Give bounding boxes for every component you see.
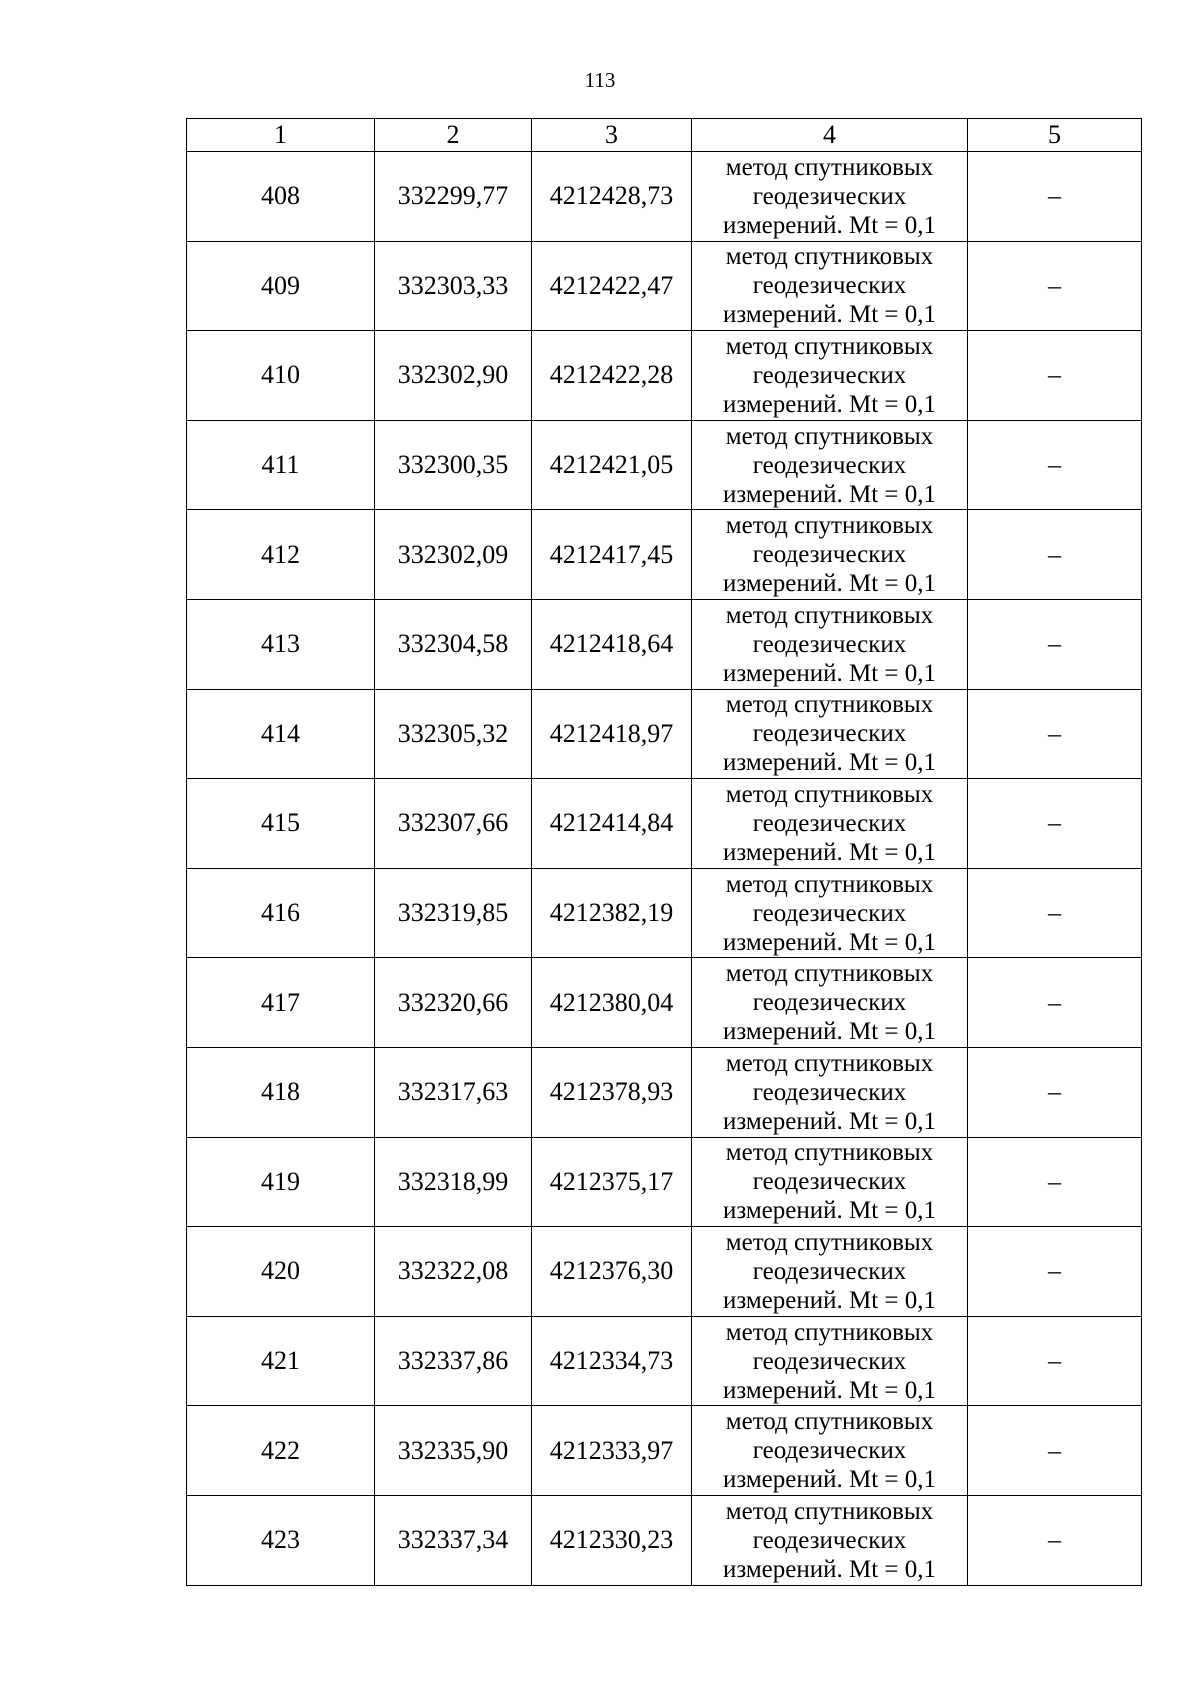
- method-line: метод спутниковых: [725, 960, 934, 988]
- method-line: измерений. Mt = 0,1: [722, 1466, 937, 1494]
- point-number-cell: 420: [187, 1227, 375, 1317]
- method-line: измерений. Mt = 0,1: [722, 749, 937, 777]
- method-cell: [692, 1137, 968, 1227]
- method-cell: [692, 152, 968, 242]
- method-line: метод спутниковых: [725, 153, 934, 181]
- method-line: метод спутниковых: [725, 422, 934, 450]
- method-line: измерений. Mt = 0,1: [722, 1286, 937, 1314]
- table-row: [187, 1316, 1142, 1406]
- x-coordinate-cell: 332302,09: [375, 510, 532, 600]
- x-coordinate-cell: 332307,66: [375, 779, 532, 869]
- table-row: [187, 152, 1142, 242]
- note-cell: –: [968, 1047, 1142, 1137]
- method-line: геодезических: [752, 1347, 907, 1375]
- y-coordinate-cell: 4212417,45: [532, 510, 692, 600]
- method-line: измерений. Mt = 0,1: [722, 1197, 937, 1225]
- table-body: [187, 152, 1142, 1586]
- method-line: метод спутниковых: [725, 243, 934, 271]
- point-number-cell: 422: [187, 1406, 375, 1496]
- method-line: геодезических: [752, 272, 907, 300]
- method-line: геодезических: [752, 1526, 907, 1554]
- y-coordinate-cell: 4212422,47: [532, 241, 692, 331]
- page-number: 113: [584, 68, 616, 92]
- method-line: измерений. Mt = 0,1: [722, 1376, 937, 1404]
- method-line: измерений. Mt = 0,1: [722, 1107, 937, 1135]
- method-cell: [692, 1227, 968, 1317]
- note-cell: –: [968, 1316, 1142, 1406]
- method-line: измерений. Mt = 0,1: [722, 928, 937, 956]
- point-number-cell: 414: [187, 689, 375, 779]
- table-row: [187, 958, 1142, 1048]
- table-row: [187, 510, 1142, 600]
- x-coordinate-cell: 332337,34: [375, 1495, 532, 1585]
- x-coordinate-cell: 332305,32: [375, 689, 532, 779]
- x-coordinate-cell: 332300,35: [375, 420, 532, 510]
- method-line: геодезических: [752, 361, 907, 389]
- method-line: измерений. Mt = 0,1: [722, 838, 937, 866]
- header-cell-5: 5: [968, 119, 1142, 152]
- y-coordinate-cell: 4212421,05: [532, 420, 692, 510]
- point-number-cell: 413: [187, 599, 375, 689]
- y-coordinate-cell: 4212428,73: [532, 152, 692, 242]
- method-line: метод спутниковых: [725, 601, 934, 629]
- header-row: [187, 119, 1142, 152]
- point-number-cell: 411: [187, 420, 375, 510]
- method-cell: [692, 779, 968, 869]
- method-line: измерений. Mt = 0,1: [722, 301, 937, 329]
- method-line: метод спутниковых: [725, 870, 934, 898]
- table-row: [187, 599, 1142, 689]
- point-number-cell: 410: [187, 331, 375, 421]
- method-line: геодезических: [752, 1078, 907, 1106]
- x-coordinate-cell: 332317,63: [375, 1047, 532, 1137]
- x-coordinate-cell: 332337,86: [375, 1316, 532, 1406]
- method-cell: [692, 689, 968, 779]
- x-coordinate-cell: 332320,66: [375, 958, 532, 1048]
- table-row: [187, 1406, 1142, 1496]
- y-coordinate-cell: 4212330,23: [532, 1495, 692, 1585]
- x-coordinate-cell: 332299,77: [375, 152, 532, 242]
- x-coordinate-cell: 332322,08: [375, 1227, 532, 1317]
- method-line: измерений. Mt = 0,1: [722, 1018, 937, 1046]
- note-cell: –: [968, 868, 1142, 958]
- x-coordinate-cell: 332303,33: [375, 241, 532, 331]
- method-line: метод спутниковых: [725, 1228, 934, 1256]
- table-row: [187, 689, 1142, 779]
- method-line: метод спутниковых: [725, 512, 934, 540]
- note-cell: –: [968, 1406, 1142, 1496]
- point-number-cell: 423: [187, 1495, 375, 1585]
- y-coordinate-cell: 4212334,73: [532, 1316, 692, 1406]
- method-line: метод спутниковых: [725, 1408, 934, 1436]
- method-cell: [692, 420, 968, 510]
- method-cell: [692, 331, 968, 421]
- y-coordinate-cell: 4212422,28: [532, 331, 692, 421]
- x-coordinate-cell: 332319,85: [375, 868, 532, 958]
- method-line: метод спутниковых: [725, 1139, 934, 1167]
- x-coordinate-cell: 332304,58: [375, 599, 532, 689]
- method-cell: [692, 1406, 968, 1496]
- y-coordinate-cell: 4212333,97: [532, 1406, 692, 1496]
- method-cell: [692, 958, 968, 1048]
- coordinates-table: [186, 118, 1142, 1586]
- y-coordinate-cell: 4212418,64: [532, 599, 692, 689]
- y-coordinate-cell: 4212414,84: [532, 779, 692, 869]
- point-number-cell: 418: [187, 1047, 375, 1137]
- header-cell-3: 3: [532, 119, 692, 152]
- note-cell: –: [968, 152, 1142, 242]
- table-row: [187, 779, 1142, 869]
- y-coordinate-cell: 4212380,04: [532, 958, 692, 1048]
- note-cell: –: [968, 1495, 1142, 1585]
- method-line: измерений. Mt = 0,1: [722, 211, 937, 239]
- method-line: метод спутниковых: [725, 1049, 934, 1077]
- point-number-cell: 419: [187, 1137, 375, 1227]
- table-row: [187, 1047, 1142, 1137]
- x-coordinate-cell: 332302,90: [375, 331, 532, 421]
- method-cell: [692, 241, 968, 331]
- method-line: геодезических: [752, 899, 907, 927]
- point-number-cell: 408: [187, 152, 375, 242]
- point-number-cell: 417: [187, 958, 375, 1048]
- note-cell: –: [968, 1227, 1142, 1317]
- table-row: [187, 868, 1142, 958]
- method-line: геодезических: [752, 1257, 907, 1285]
- note-cell: –: [968, 331, 1142, 421]
- method-line: геодезических: [752, 182, 907, 210]
- method-line: геодезических: [752, 1437, 907, 1465]
- table-row: [187, 331, 1142, 421]
- note-cell: –: [968, 689, 1142, 779]
- table-header: [187, 119, 1142, 152]
- header-cell-2: 2: [375, 119, 532, 152]
- point-number-cell: 421: [187, 1316, 375, 1406]
- y-coordinate-cell: 4212378,93: [532, 1047, 692, 1137]
- y-coordinate-cell: 4212376,30: [532, 1227, 692, 1317]
- method-cell: [692, 1495, 968, 1585]
- note-cell: –: [968, 599, 1142, 689]
- method-line: измерений. Mt = 0,1: [722, 390, 937, 418]
- method-cell: [692, 599, 968, 689]
- method-line: геодезических: [752, 630, 907, 658]
- method-line: метод спутниковых: [725, 780, 934, 808]
- table-row: [187, 241, 1142, 331]
- note-cell: –: [968, 420, 1142, 510]
- note-cell: –: [968, 510, 1142, 600]
- method-line: метод спутниковых: [725, 332, 934, 360]
- note-cell: –: [968, 779, 1142, 869]
- point-number-cell: 412: [187, 510, 375, 600]
- header-cell-4: 4: [692, 119, 968, 152]
- method-line: геодезических: [752, 720, 907, 748]
- note-cell: –: [968, 1137, 1142, 1227]
- note-cell: –: [968, 241, 1142, 331]
- table-row: [187, 1137, 1142, 1227]
- method-line: геодезических: [752, 451, 907, 479]
- point-number-cell: 409: [187, 241, 375, 331]
- note-cell: –: [968, 958, 1142, 1048]
- method-line: измерений. Mt = 0,1: [722, 480, 937, 508]
- method-cell: [692, 1047, 968, 1137]
- method-line: геодезических: [752, 809, 907, 837]
- method-line: геодезических: [752, 989, 907, 1017]
- method-line: измерений. Mt = 0,1: [722, 570, 937, 598]
- method-line: измерений. Mt = 0,1: [722, 1555, 937, 1583]
- method-line: измерений. Mt = 0,1: [722, 659, 937, 687]
- y-coordinate-cell: 4212382,19: [532, 868, 692, 958]
- method-cell: [692, 1316, 968, 1406]
- table-row: [187, 420, 1142, 510]
- x-coordinate-cell: 332335,90: [375, 1406, 532, 1496]
- table-row: [187, 1495, 1142, 1585]
- table-row: [187, 1227, 1142, 1317]
- y-coordinate-cell: 4212418,97: [532, 689, 692, 779]
- method-cell: [692, 510, 968, 600]
- method-line: геодезических: [752, 541, 907, 569]
- point-number-cell: 415: [187, 779, 375, 869]
- method-cell: [692, 868, 968, 958]
- method-line: метод спутниковых: [725, 1497, 934, 1525]
- x-coordinate-cell: 332318,99: [375, 1137, 532, 1227]
- point-number-cell: 416: [187, 868, 375, 958]
- method-line: геодезических: [752, 1168, 907, 1196]
- method-line: метод спутниковых: [725, 1318, 934, 1346]
- header-cell-1: 1: [187, 119, 375, 152]
- y-coordinate-cell: 4212375,17: [532, 1137, 692, 1227]
- method-line: метод спутниковых: [725, 691, 934, 719]
